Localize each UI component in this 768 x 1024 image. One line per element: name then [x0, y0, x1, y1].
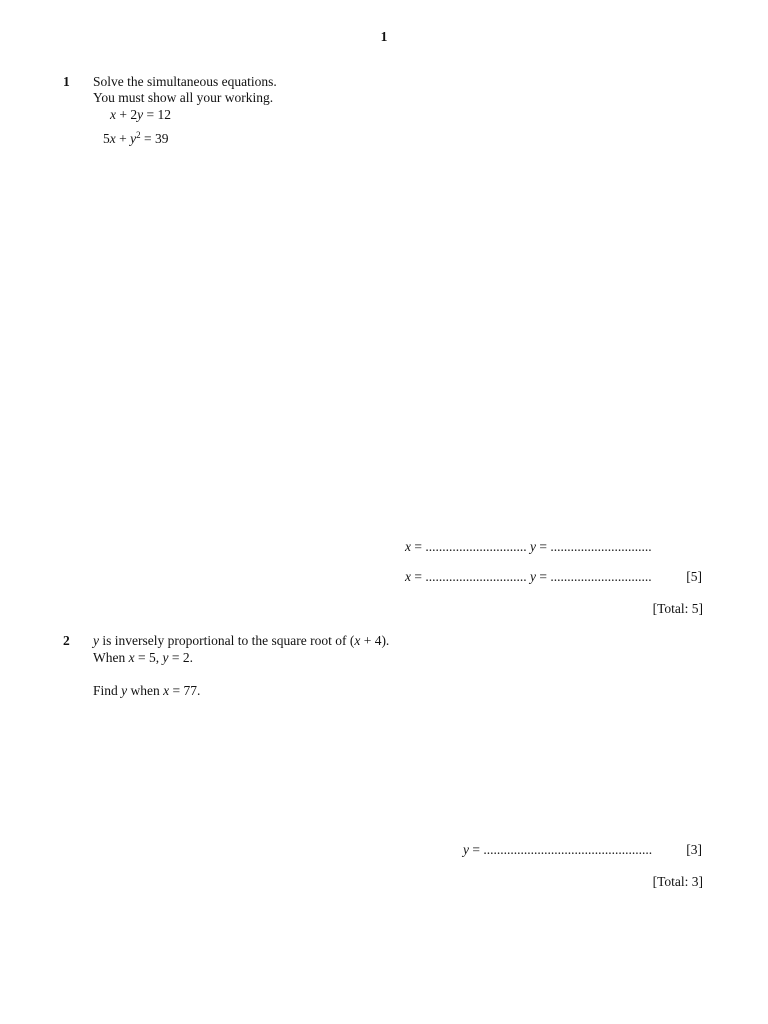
- question-1-number: 1: [63, 74, 70, 89]
- question-2-task: Find y when x = 77.: [93, 683, 201, 698]
- question-2-total: [Total: 3]: [652, 874, 703, 889]
- page-number: 1: [380, 29, 388, 44]
- answer-line-1: x = .............................. y = ..............................: [405, 539, 652, 554]
- answer-x-2-blank[interactable]: ..............................: [425, 569, 527, 584]
- answer-x-1-blank[interactable]: ..............................: [425, 539, 527, 554]
- answer-y-1-blank[interactable]: ..............................: [550, 539, 652, 554]
- answer-line-y: y = ..................................................: [463, 842, 653, 857]
- answer-line-2: x = .............................. y = ..............................: [405, 569, 652, 584]
- question-1-marks: [5]: [686, 569, 702, 584]
- question-2-condition: When x = 5, y = 2.: [93, 650, 193, 665]
- question-1-total: [Total: 5]: [652, 601, 703, 616]
- answer-y-2-blank[interactable]: ..............................: [550, 569, 652, 584]
- question-2-number: 2: [63, 633, 70, 648]
- answer-y-blank[interactable]: ..................................................: [483, 842, 653, 857]
- equation-1: x + 2y = 12: [110, 107, 171, 122]
- equation-2: $5x + y^2 = 39$: [103, 130, 169, 146]
- question-1-working-note: You must show all your working.: [93, 90, 274, 105]
- question-2-marks: [3]: [686, 842, 702, 857]
- question-2-statement: y is inversely proportional to the square root of (x + 4).: [93, 633, 390, 648]
- question-1-instruction: Solve the simultaneous equations.: [93, 74, 277, 89]
